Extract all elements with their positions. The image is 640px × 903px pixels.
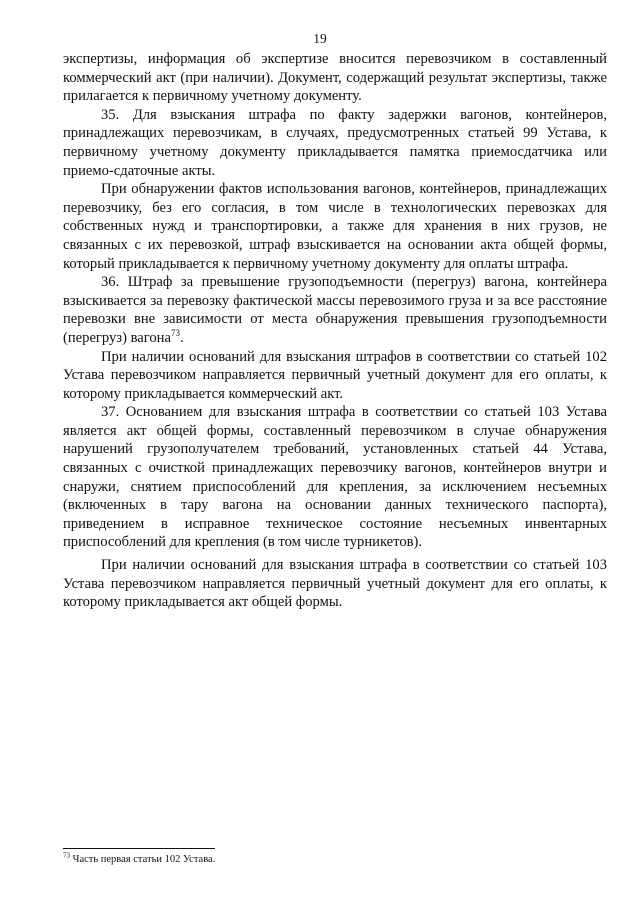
page-number: 19: [313, 31, 327, 46]
paragraph-36: [63, 273, 607, 347]
footnote-marker: 73: [63, 851, 70, 860]
footnote-reference[interactable]: 73: [170, 328, 180, 339]
paragraph-unauthorized-use: При обнаружении фактов использования вагонов, контейнеров, принадлежащих перевозчику, без его согласия, в том числе в технологических перевозках для собственных нужд и транспортировки, а также для хранения в них грузов, не связанных с их перевозкой, штраф взыскивается на основании акта общей формы, который прикладывается к первичному учетному документу для оплаты штрафа.: [63, 181, 607, 272]
paragraph-37: 37. Основанием для взыскания штрафа в соответствии со статьей 103 Устава является акт общей формы, составленный перевозчиком в случае обнаружения нарушений грузополучателем требований, установленных статьей 44 Устава, связанных с очисткой принадлежащих перевозчику вагонов, контейнеров внутри и снаружи, снятием приспособлений для крепления, за исключением несъемных (включенных в тару вагона на основании данных технического паспорта), приведением в исправное техническое состояние несъемных инвентарных приспособлений для крепления (в том числе турникетов).: [63, 404, 607, 551]
footnote-text: Часть первая статьи 102 Устава.: [70, 854, 216, 865]
paragraph-35: 35. Для взыскания штрафа по факту задержки вагонов, контейнеров, принадлежащих перевозчикам, в случаях, предусмотренных статьей 99 Устава, к первичному учетному документу прикладывается памятка приемосдатчика или приемо-сдаточные акты.: [63, 106, 607, 179]
paragraph-article-102: При наличии оснований для взыскания штрафов в соответствии со статьей 102 Устава перевозчиком направляется первичный учетный документ для его оплаты, к которому прикладывается коммерческий акт.: [63, 348, 607, 402]
paragraph-continuation: экспертизы, информация об экспертизе вносится перевозчиком в составленный коммерческий акт (при наличии). Документ, содержащий результат экспертизы, также прилагается к первичному учетному документу.: [63, 51, 607, 105]
paragraph-36-end: .: [179, 329, 184, 346]
footnote-separator: [63, 848, 215, 849]
footnote: [63, 853, 607, 866]
document-body: [63, 50, 607, 612]
paragraph-36-text: 36. Штраф за превышение грузоподъемности (перегруз) вагона, контейнера взыскивается за перевозку фактической массы перевозимого груза и за все расстояние перевозки вне зависимости от места обнаружения превышения грузоподъемности (перегруз) вагона: [63, 274, 607, 346]
paragraph-article-103: При наличии оснований для взыскания штрафа в соответствии со статьей 103 Устава перевозчиком направляется первичный учетный документ для его оплаты, к которому прикладывается акт общей формы.: [63, 557, 607, 611]
